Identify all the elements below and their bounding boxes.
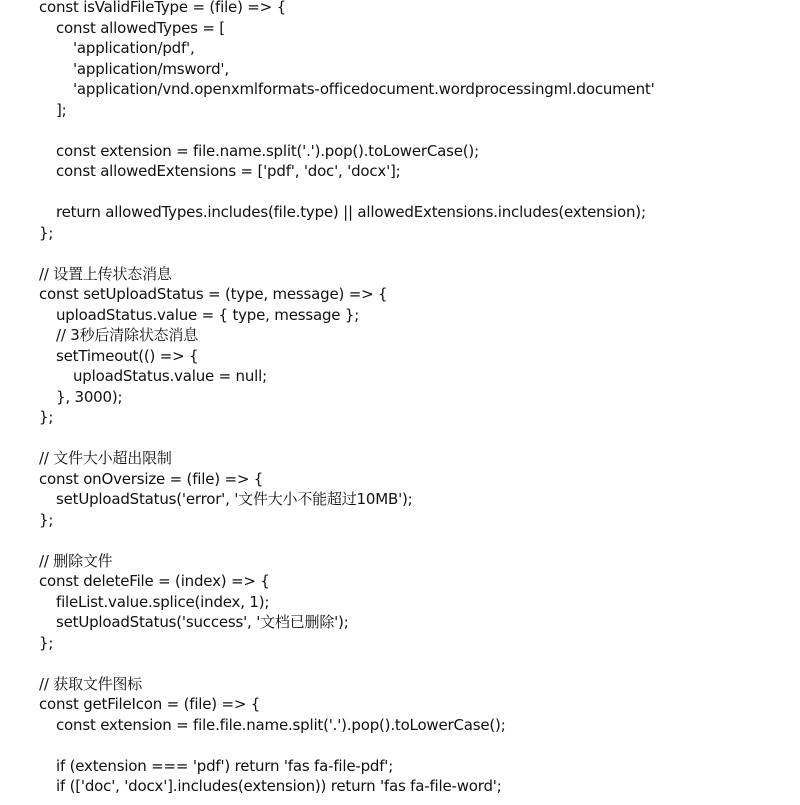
code-line — [0, 674, 800, 695]
code-line-text: 'application/msword', — [73, 59, 229, 78]
code-line — [0, 571, 800, 592]
code-line-text: const extension = file.file.name.split('.').pop().toLowerCase(); — [56, 715, 506, 734]
code-line-text: return allowedTypes.includes(file.type) || allowedExtensions.includes(extension); — [56, 203, 646, 221]
code-line — [0, 428, 800, 449]
code-line — [0, 510, 800, 531]
code-line-text: setTimeout(() => { — [56, 346, 199, 365]
code-line-text: const extension = file.name.split('.').pop().toLowerCase(); — [56, 141, 479, 160]
code-line — [0, 694, 800, 715]
code-line-text: const isValidFileType = (file) => { — [39, 0, 286, 16]
code-line — [0, 284, 800, 305]
code-line-text: fileList.value.splice(index, 1); — [56, 592, 270, 611]
code-line — [0, 407, 800, 428]
code-line — [0, 489, 800, 510]
code-line — [0, 448, 800, 469]
code-line-text: // 文件大小超出限制 — [39, 449, 172, 467]
code-line-text: }; — [39, 510, 54, 529]
code-line — [0, 776, 800, 797]
code-line — [0, 325, 800, 346]
code-line-text: }; — [39, 223, 54, 242]
code-line-text: }, 3000); — [56, 387, 123, 406]
code-line — [0, 633, 800, 654]
code-line — [0, 551, 800, 572]
code-line — [0, 223, 800, 244]
code-line — [0, 715, 800, 736]
code-line-text: setUploadStatus('success', '文档已删除'); — [56, 613, 349, 631]
code-line — [0, 243, 800, 264]
code-line-text: }; — [39, 633, 54, 652]
code-line-text: const setUploadStatus = (type, message) => { — [39, 285, 388, 303]
code-line — [0, 305, 800, 326]
code-line-text: // 3秒后清除状态消息 — [56, 326, 199, 344]
code-line-text: // 获取文件图标 — [39, 674, 143, 693]
code-line — [0, 346, 800, 367]
code-line-text: const allowedTypes = [ — [56, 18, 225, 37]
code-line — [0, 264, 800, 285]
code-line — [0, 0, 800, 18]
code-line — [0, 612, 800, 633]
code-line-text: 'application/pdf', — [73, 39, 195, 57]
code-line-text: const onOversize = (file) => { — [39, 469, 264, 488]
code-line — [0, 59, 800, 80]
code-line-text: uploadStatus.value = null; — [73, 367, 267, 385]
code-line — [0, 366, 800, 387]
code-line — [0, 38, 800, 59]
code-line-text: const deleteFile = (index) => { — [39, 572, 270, 590]
code-line — [0, 469, 800, 490]
code-line — [0, 120, 800, 141]
code-line — [0, 756, 800, 777]
code-line-text: 'application/vnd.openxmlformats-officedocument.wordprocessingml.document' — [73, 80, 655, 98]
code-line-text: ]; — [56, 100, 67, 119]
code-line-text: // 设置上传状态消息 — [39, 264, 172, 283]
code-line — [0, 161, 800, 182]
code-line — [0, 79, 800, 100]
code-line-text: setUploadStatus('error', '文件大小不能超过10MB'); — [56, 490, 413, 508]
code-line — [0, 141, 800, 162]
code-line — [0, 202, 800, 223]
code-line-text: uploadStatus.value = { type, message }; — [56, 305, 360, 324]
code-line-text: if (['doc', 'docx'].includes(extension)) return 'fas fa-file-word'; — [56, 777, 502, 795]
code-line — [0, 530, 800, 551]
code-line — [0, 735, 800, 756]
code-line — [0, 387, 800, 408]
code-line — [0, 18, 800, 39]
code-line — [0, 100, 800, 121]
code-line-text: }; — [39, 408, 54, 426]
code-line-text: const allowedExtensions = ['pdf', 'doc', 'docx']; — [56, 162, 401, 180]
code-line — [0, 592, 800, 613]
code-line-text: // 删除文件 — [39, 551, 113, 570]
code-line — [0, 653, 800, 674]
code-line-text: if (extension === 'pdf') return 'fas fa-file-pdf'; — [56, 756, 394, 775]
code-line — [0, 182, 800, 203]
code-line-text: const getFileIcon = (file) => { — [39, 695, 261, 713]
